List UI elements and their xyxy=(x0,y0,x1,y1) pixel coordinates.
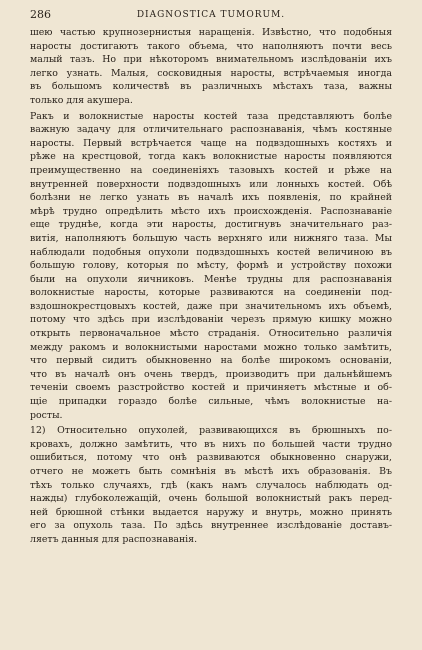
text-line: наросты достигаютъ такого объема, что наполняютъ почти весь xyxy=(30,40,392,52)
text-line: вздошнокрестцовыхъ костей, даже при значительномъ ихъ объемѣ, xyxy=(30,300,392,312)
text-line: въ большомъ количествѣ въ различныхъ мѣстахъ таза, важны xyxy=(30,81,392,93)
text-line: что въ началѣ онъ очень твердъ, производитъ при дальнѣйшемъ xyxy=(30,368,392,380)
text-line: тѣхъ только случаяхъ, гдѣ (какъ намъ случалось наблюдать од- xyxy=(30,479,392,491)
text-line: важную задачу для отличительнаго распознаванія, чѣмъ костяные xyxy=(30,124,392,136)
text-line: 12) Относительно опухолей, развивающихся въ брюшныхъ по- xyxy=(30,425,392,437)
text-line: шею частью крупнозернистыя наращенія. Извѣстно, что подобныя xyxy=(30,27,392,38)
text-line: преимущественно на соединеніяхъ тазовыхъ костей и рѣже на xyxy=(30,164,392,176)
body-text xyxy=(30,26,392,547)
text-line: нажды) глубоколежащій, очень большой волокнистый ракъ перед- xyxy=(30,493,392,505)
text-line: малый тазъ. Но при нѣкоторомъ внимательномъ изслѣдованіи ихъ xyxy=(30,54,392,66)
text-line: потому что здѣсь при изслѣдованіи черезъ прямую кишку можно xyxy=(30,314,392,326)
paragraph xyxy=(30,110,392,423)
text-line: внутренней поверхности подвздошныхъ или лонныхъ костей. Обѣ xyxy=(30,178,392,190)
text-line: рѣже на крестцовой, тогда какъ волокнистые наросты появляются xyxy=(30,151,392,163)
text-line: его за опухоль таза. По здѣсь внутреннее изслѣдованіе доставъ- xyxy=(30,520,392,532)
text-line: мѣрѣ трудно опредѣлить мѣсто ихъ происхожденія. Распознаваніе xyxy=(30,205,392,217)
page-number: 286 xyxy=(30,8,51,21)
text-line: витія, наполняютъ большую часть верхняго или нижняго таза. Мы xyxy=(30,232,392,244)
text-line: еще труднѣе, когда эти наросты, достигнувъ значительнаго раз- xyxy=(30,219,392,231)
paragraph xyxy=(30,424,392,546)
text-line: ошибиться, потому что онѣ развиваются обыкновенно снаружи, xyxy=(30,452,392,464)
text-line: наросты. Первый встрѣчается чаще на подвздошныхъ костяхъ и xyxy=(30,137,392,149)
text-line: наблюдали подобныя опухоли подвздошныхъ костей величиною въ xyxy=(30,246,392,258)
text-line: ляетъ данныя для распознаванія. xyxy=(30,533,198,545)
text-line: открыть первоначальное мѣсто страданія. Относительно различія xyxy=(30,328,392,340)
text-line: что первый сидитъ обыкновенно на болѣе широкомъ основаніи, xyxy=(30,355,392,367)
text-line: только для акушера. xyxy=(30,94,133,106)
text-line: волокнистые наросты, которые развиваются на соединеніи под- xyxy=(30,287,392,299)
running-title: DIAGNOSTICA TUMORUM. xyxy=(136,10,286,20)
text-line: щіе припадки гораздо болѣе сильные, чѣмъ волокнистые на- xyxy=(30,396,392,408)
page-header xyxy=(30,8,392,22)
text-line: легко узнать. Малыя, сосковидныя наросты, встрѣчаемыя иногда xyxy=(30,67,392,79)
text-line: между ракомъ и волокнистыми наростами можно только замѣтить, xyxy=(30,341,392,353)
paragraph xyxy=(30,26,392,108)
text-line: Ракъ и волокнистые наросты костей таза представляютъ болѣе xyxy=(30,110,392,122)
text-line: большую голову, которыя по мѣсту, формѣ и устройству похожи xyxy=(30,260,392,272)
text-line: были на опухоли яичниковъ. Менѣе трудны для распознаванія xyxy=(30,273,392,285)
text-line: кровахъ, должно замѣтить, что въ нихъ по большей части трудно xyxy=(30,438,392,450)
text-line: ней брюшной стѣнки выдается наружу и внутрь, можно принять xyxy=(30,506,392,518)
text-line: росты. xyxy=(30,409,63,421)
text-line: отчего не можетъ быть сомнѣнія въ мѣстѣ ихъ образованія. Въ xyxy=(30,466,392,477)
text-line: теченіи своемъ разстройство костей и причиняетъ мѣстные и об- xyxy=(30,382,392,394)
text-line: болѣзни не легко узнать въ началѣ ихъ появленія, по крайней xyxy=(30,192,392,204)
